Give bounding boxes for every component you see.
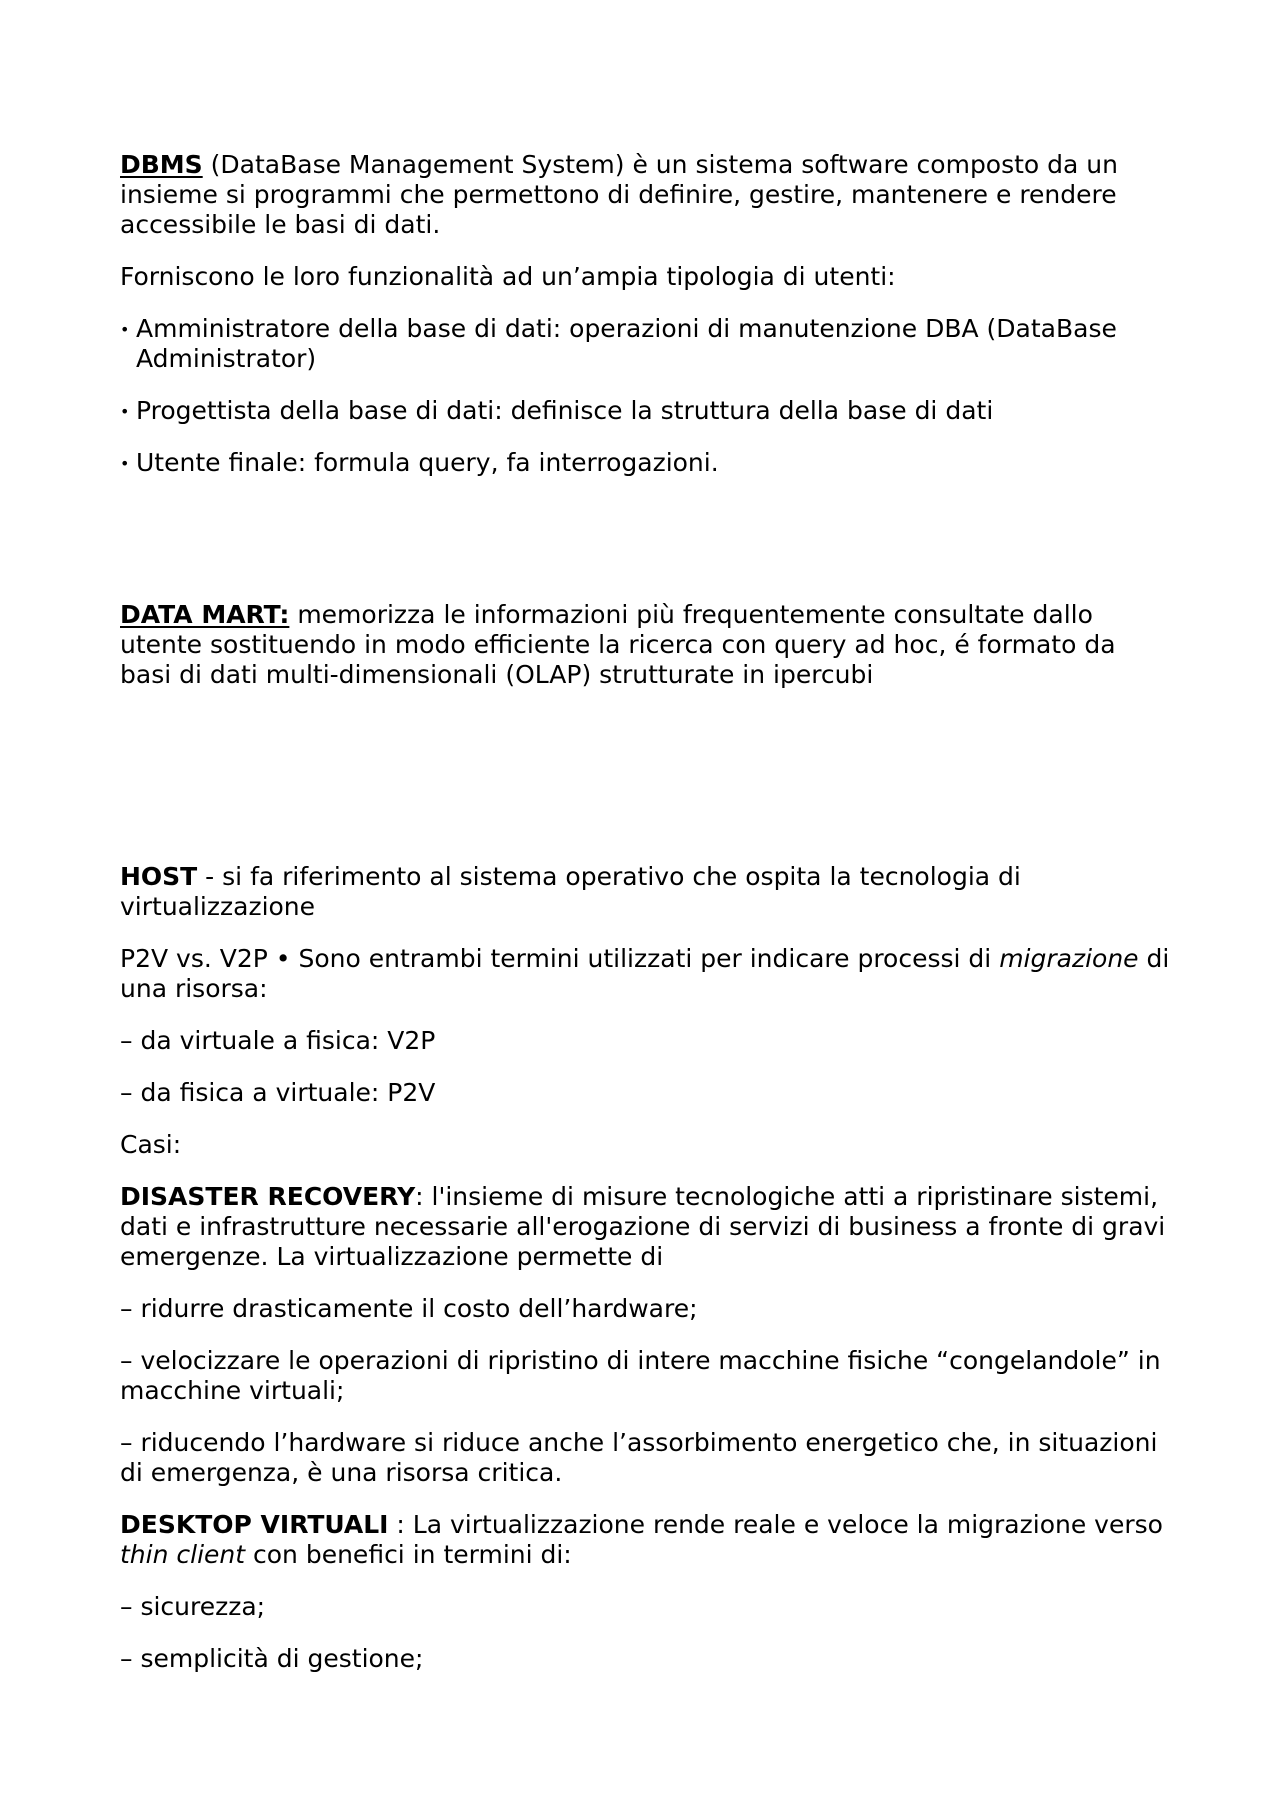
dbms-section: [120, 150, 1170, 478]
dbms-users-list: [120, 314, 1170, 478]
list-item: – da fisica a virtuale: P2V: [120, 1078, 436, 1107]
cases-label: Casi:: [120, 1130, 182, 1159]
data-mart-definition-text: memorizza le informazioni più frequentemente consultate dallo utente sostituendo in modo efficiente la ricerca con query ad hoc, é formato da basi di dati multi-dimensionali (OLAP) strutturate in ipercubi: [120, 600, 1116, 689]
bullet-icon: •: [120, 320, 130, 339]
host-term: HOST: [120, 862, 198, 891]
dbms-definition: [120, 150, 1170, 240]
dbms-definition-text: (DataBase Management System) è un sistema software composto da un insieme si programmi che permettono di definire, gestire, mantenere e rendere accessibile le basi di dati.: [120, 150, 1118, 239]
disaster-recovery-term: DISASTER RECOVERY: [120, 1182, 416, 1211]
desktop-virtuali-definition: [120, 1510, 1170, 1570]
bullet-icon: •: [120, 454, 130, 473]
list-item: – semplicità di gestione;: [120, 1644, 424, 1673]
host-definition-text: - si fa riferimento al sistema operativo che ospita la tecnologia di virtualizzazione: [120, 862, 1021, 921]
list-item: [120, 396, 1170, 426]
list-item-text: Amministratore della base di dati: operazioni di manutenzione DBA (DataBase Administrator): [136, 314, 1117, 373]
list-item: [120, 448, 1170, 478]
list-item: – da virtuale a fisica: V2P: [120, 1026, 436, 1055]
p2v-definition: [120, 944, 1170, 1004]
list-item: – ridurre drasticamente il costo dell’hardware;: [120, 1294, 698, 1323]
data-mart-definition: [120, 600, 1170, 690]
list-item: – sicurezza;: [120, 1592, 266, 1621]
data-mart-section: [120, 600, 1170, 690]
dbms-term: DBMS: [120, 150, 203, 179]
data-mart-term: DATA MART:: [120, 600, 290, 629]
list-item: [120, 314, 1170, 374]
p2v-text-after: di una risorsa:: [120, 944, 1170, 1003]
desktop-virtuali-italic: thin client: [120, 1540, 246, 1569]
list-item-text: Utente finale: formula query, fa interrogazioni.: [136, 448, 719, 477]
list-item: – riducendo l’hardware si riduce anche l’assorbimento energetico che, in situazioni di emergenza, è una risorsa critica.: [120, 1428, 1158, 1487]
disaster-recovery-definition: [120, 1182, 1170, 1272]
desktop-virtuali-text-before: : La virtualizzazione rende reale e veloce la migrazione verso: [388, 1510, 1163, 1539]
p2v-text-before: P2V vs. V2P • Sono entrambi termini utilizzati per indicare processi di: [120, 944, 1000, 973]
p2v-italic: migrazione: [999, 944, 1139, 973]
desktop-virtuali-text-after: con benefici in termini di:: [245, 1540, 572, 1569]
list-item-text: Progettista della base di dati: definisce la struttura della base di dati: [136, 396, 994, 425]
host-definition: [120, 862, 1170, 922]
bullet-icon: •: [120, 402, 130, 421]
desktop-virtuali-term: DESKTOP VIRTUALI: [120, 1510, 389, 1539]
disaster-recovery-definition-text: : l'insieme di misure tecnologiche atti a ripristinare sistemi, dati e infrastrutture necessarie all'erogazione di servizi di business a fronte di gravi emergenze. La virtualizzazione permette di: [120, 1182, 1166, 1271]
list-item: – velocizzare le operazioni di ripristino di intere macchine fisiche “congelandole” in macchine virtuali;: [120, 1346, 1161, 1405]
dbms-users-intro: Forniscono le loro funzionalità ad un’ampia tipologia di utenti:: [120, 262, 896, 291]
virtualization-section: [120, 862, 1170, 1674]
